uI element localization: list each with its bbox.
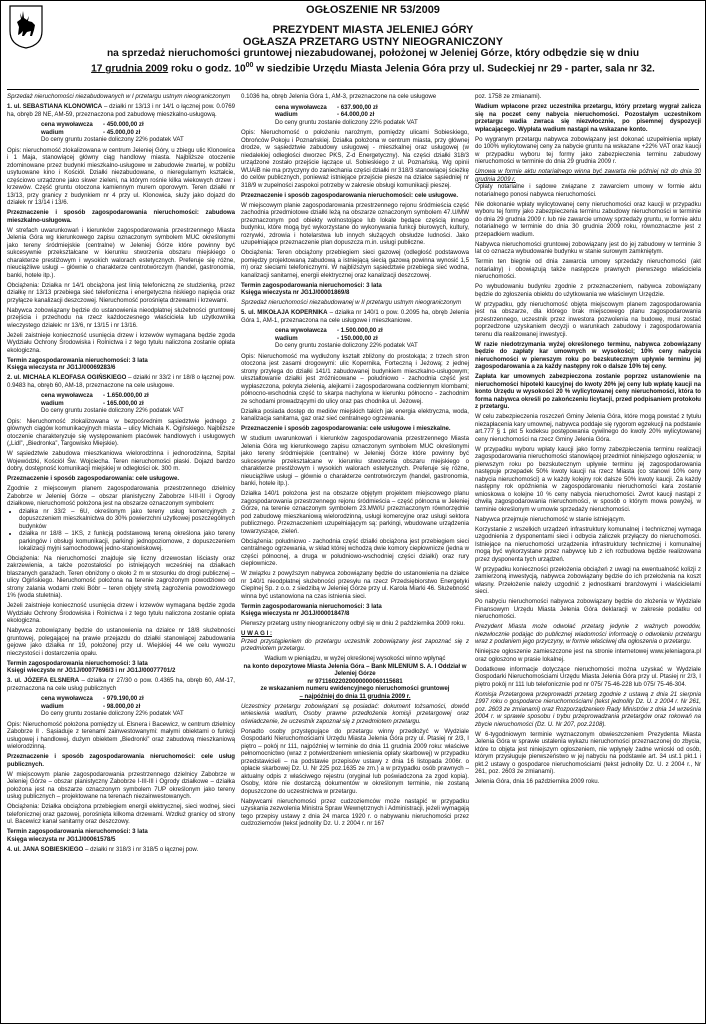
item-2-trees: Jeżeli zaistnieje konieczność usunięcia drzew i krzewów wymagana będzie zgoda Wydziału Ochrony Środowiska i Rolnictwa i z tego tytułu naliczona zostanie opłata ekologiczna. — [7, 602, 235, 624]
vat-note: Do ceny gruntu zostanie doliczony 22% podatek VAT — [275, 118, 418, 126]
foreigners-note-continued: poz. 1758 ze zmianami). — [475, 93, 542, 100]
item-2-land-register: Księgi wieczyste nr JG1J/00077696/3 i nr JG1J/00077701/2 — [7, 667, 176, 674]
item-2-title: 2. ul. MICHAŁA KLEOFASA OGIŃSKIEGO — [7, 374, 127, 381]
vat-note: Do ceny gruntu zostanie doliczony 22% podatek VAT — [41, 407, 184, 414]
item-4-term: Termin zagospodarowania nieruchomości: 3 lata — [241, 281, 382, 289]
first-tender-note: Pierwszy przetarg ustny nieograniczony odbył się w dniu 2 października 2009 roku. — [241, 620, 465, 627]
item-5-utilities: Działka posiada dostęp do mediów miejskich takich jak energia elektryczna, woda, kanalizacja sanitarna, gaz oraz sieć centralnego ogrzewania. — [241, 407, 469, 422]
item-2-description: Opis: Nieruchomość zlokalizowana w bezpośrednim sąsiedztwie jednego z głównych ciągów komunikacyjnych miasta – ulicy Michała K. Ogińskiego. Najbliższe otoczenie charakteryzuje się występowaniem placówek handlowych i usługowych („Lidl”, „Biedronka”, Targowisko Miejskie). — [7, 417, 235, 447]
price-value: - 979.190,00 zł — [103, 695, 144, 702]
deposit-reference: ze wskazaniem numeru ewidencyjnego nieruchomości gruntowej — [260, 685, 450, 692]
tender-date: 17 grudnia 2009 — [91, 63, 169, 75]
item-1-zoning: W strefach uwarunkowań i kierunków zagospodarowania przestrzennego Miasta Jelenia Góra wg kierunkowego zapisu oznaczonym symbolem MUC określonymi jako tereny śródmiejskie (centralne) w Jeleniej Górze które powinny być sukcesywnie przekształcane w kierunku stworzenia obszaru miejskiego o charakterze prestiżowym i wysokich walorach estetycznych. Preferuje się różne, nieuciążliwe usługi – głównie o charakterze centrotwórczym (handel, gastronomia, banki, hotele itp.). — [7, 226, 235, 279]
item-1-description: Opis: nieruchomość zlokalizowana w centrum Jeleniej Góry, u zbiegu ulic Klonowica i 1 Maja, stanowiącej główny ciąg handlowy miasta. Najbliższe otoczenie zdominowane przez budynki mieszkalno-usługowe w zabudowie zwartej, w pobliżu usytuowane kino i Kościół. Działki niezabudowane, o nieregularnym kształcie, częściowo urządzone jako skwer zieleni, na którym rośnie kilka wiekowych drzew i krzewów. Część gruntu otoczona kamiennym murem oporowym. Teren działki nr 13/13, przy granicy z budynkiem nr 4 przy ul. Klonowica, służy jako dojazd do działek nr 13/14 i 13/6. — [7, 146, 235, 206]
deposit-deadline: – najpóźniej do dnia 11 grudnia 2009 r. — [299, 692, 411, 700]
vat-note: Do ceny gruntu zostanie doliczony 22% podatek VAT — [275, 342, 418, 349]
price-label: cena wywoławcza — [275, 103, 327, 111]
tender-time: roku o godz. 10 — [170, 63, 246, 75]
item-1-prices — [41, 121, 235, 144]
item-3-title: 3. ul. JÓZEFA ELSNERA — [7, 677, 80, 684]
item-5-term: Termin zagospodarowania nieruchomości: 3 lata — [241, 602, 382, 610]
tender-venue: w siedzibie Urzędu Miasta Jelenia Góra przy ul. Sudeckiej nr 29 - parter, sala nr 32. — [256, 63, 655, 75]
remarks-intro: Przed przystąpieniem do przetargu uczestnik zobowiązany jest zapoznać się z przedmiotem przetargu. — [241, 637, 469, 652]
item-1-easement: Nabywca zobowiązany będzie do ustanowienia nieodpłatnej służebności gruntowej przejścia i przechodu na rzecz każdoczesnego właściciela lub użytkownika wieczystego działek: nr 13/6, nr 13/15 i nr 13/16. — [7, 306, 235, 329]
deposit-value: - 165.000,00 zł — [103, 399, 144, 407]
place-and-date: Jelenia Góra, dnia 16 października 2009 roku. — [475, 778, 600, 785]
list-item: • działka nr 18/8 – 1KS, z funkcją podstawową tereną określona jako tereny parkingów i obsługi komunikacji, parkingi jednopoziomowe, z dopuszczeniem lokalizacji myjni samochodowej jedno-stanowiskowej. — [19, 530, 235, 553]
item-5-purpose: Przeznaczenie i sposób zagospodarowania: cele usługowe i mieszkalne. — [241, 425, 451, 432]
tender-title: OGŁASZA PRZETARG USTNY NIEOGRANICZONY — [242, 36, 504, 48]
construction-obligation: Nabywca nieruchomości gruntowej zobowiązany jest do jej zabudowy w terminie 3 lat co oznacza wybudowanie budynku w stanie surowym zamkniętym. — [475, 240, 701, 255]
infrastructure-note: Korzystanie z wszelkich urządzeń infrastruktury komunalnej i technicznej wymaga uzgodnienia z dysponentami sieci i odbycia zaliczek przyłączy do nieruchomości. Istniejące na nieruchomości urządzenia infrastruktury technicznej i komunalnej mogą być wykorzystane przez nabywcę lub z ich rozbudowa będzie realizowana przez dysponenta tych urządzeń. — [475, 525, 701, 563]
participant-documents: Uczestnicy przetargu zobowiązani są posiadać: dokument tożsamości, dowód wniesienia wadium, Osoby prawne przedłożenia komisji przetargowej oraz oświadczenie, że uczestnik zapoznał się z przedmiotem przetargu. — [241, 702, 469, 725]
price-value: - 450.000,00 zł — [103, 121, 144, 128]
column-3 — [475, 93, 701, 1019]
item-5-easement: W związku z powyższym nabywca zobowiązany będzie do ustanowienia na działce nr 140/1 nieodpłatnej służebności przesyłu na rzecz Przedsiębiorstwo Energetyki Cieplnej Sp. z o.o. z siedzibą w Jeleniej Górze przy ul. Karola Miarki 46. Służebność winna być ustanowiona na czas istnienia sieci. — [241, 570, 469, 600]
deer-crest-icon — [9, 5, 43, 49]
price-label: cena wywoławcza — [41, 392, 93, 399]
price-value: - 1.650.000,00 zł — [103, 392, 149, 399]
item-5-prices — [275, 327, 469, 350]
deposit-account-number: nr 97116022020000000060115681 — [307, 677, 403, 685]
item-4-zoning: W miejscowym planie zagospodarowania przestrzennego rejonu śródmieścia część zachodnia przedmiotowe działki leżą na obszarze oznaczonym symbolem 47.U/MW przeznaczonym pod obiekty wolnostojące lub lokale będące częścią innego budynku, które mogą być wykorzystane do wykonywania funkcji biurowych, kultury, rozrywki, zdrowia i hotelarstwa lub innych służących obsłudze ludności. Jako uzupełniające przeznaczenie plan dopuszcza m.in. usługi publiczne. — [241, 201, 469, 246]
deposit-label: wadium — [41, 702, 64, 710]
item-2-prices — [41, 392, 235, 415]
deposit-value: - 98.000,00 zł — [103, 702, 141, 710]
item-4-land-register: Księga wieczysta nr JG1J/00001869/8 — [241, 289, 350, 296]
list-item: • działka nr 33/2 – 6U, określonym jako tereny usług komercyjnych z dopuszczeniem mieszkalnictwa do 30% powierzchni użytkowej poszczególnych budynków — [19, 508, 235, 531]
item-5-zoning: W studium uwarunkowań i kierunków zagospodarowania przestrzennego Miasta Jelenia Góra wg kierunkowego zapisu oznaczonym symbolem MUC określonymi jako tereny śródmiejskie (centralne) w Jeleniej Górze które powinny być sukcesywnie przekształcane w kierunku stworzenia obszaru miejskiego o charakterze prestiżowym i wysokich walorach estetycznych. Preferuje się różne, nieuciążliwe usługi – głównie o charakterze centrotwórczym (handel, gastronomia, banki, hotele itp.). — [241, 435, 469, 487]
item-5 — [241, 309, 469, 324]
item-1-title: 1. ul. SEBASTIANA KLONOWICA — [7, 103, 103, 110]
penalty-security: Zapłata kar umownych zabezpieczona zostanie poprzez ustanowienie na nieruchomości hipoteki kaucyjnej do kwoty 20% jej ceny lub wpłatę kaucji na konto Urzędu w wysokości 20 % wylicytowanej ceny nieruchomości, która to forma nabywca określi po zakończeniu licytacji, przed podpisaniem protokołu z przetargu. — [475, 373, 701, 410]
term-start: Termin ten biegnie od dnia zawarcia umowy sprzedaży nieruchomości (akt notarialny) i obowiązują także następcze prawnych pierwszego właściciela nieruchomości. — [475, 258, 701, 280]
item-4-description: Opis: Nieruchomość o położeniu narożnym, pomiędzy ulicami Sobieskiego, Obrońców Pokoju i Poznańskiej. Działka położona w centrum miasta, przy głównej drodze, w sąsiedztwie zabudowy usługowej - mieszkalnej oraz usługowej (w niedalekiej odległości dworzec PKS, Z-d Energetyczny). Na części działki 318/3 urządzone zostało przejście łączące ul. Sobieskiego z ul. Poznańską. Wg opinii WUAiB nie ma przyczyny do zaniechania części działki nr 318/3 stanowiącej ścieżkę do celów publicznych, ponieważ istniejące przejście piesze na działce sąsiedniej nr 318/9 w zupełności zaspokoi potrzeby w zakresie obsługi komunikacji pieszej. — [241, 129, 469, 189]
item-4-prices — [275, 104, 469, 127]
section-intro-second-tender: Sprzedaż nieruchomości niezabudowanej w II przetargu ustnym nieograniczonym — [241, 299, 462, 306]
item-2-purpose: Przeznaczenie i sposób zagospodarowania: cele usługowe. — [7, 475, 180, 482]
cancellation-note: Prezydent Miasta może odwołać przetarg jedynie z ważnych powodów, niezwłocznie podając do publicznej wiadomości informację o odwołaniu przetargu wraz z podaniem jego przyczyny, w formie właściwej dla ogłoszenia o przetargu. — [475, 623, 701, 645]
header-divider — [7, 89, 699, 90]
item-4-title: 4. ul. JANA SOBIESKIEGO — [7, 845, 84, 853]
item-2-summary: – działki nr 33/2 i nr 18/8 o łącznej pow. 0.9483 ha, obręb 60, AM-18, przeznaczone na cele usługowe. — [7, 374, 235, 389]
deposit-value: - 64.000,00 zł — [337, 111, 375, 118]
price-label: cena wywoławcza — [41, 121, 93, 128]
vat-note: Do ceny gruntu zostanie doliczony 22% podatek VAT — [41, 136, 184, 143]
item-3 — [7, 677, 235, 692]
notarial-deadline: Umowa w formie aktu notarialnego winna być zawarta nie później niż do dnia 30 grudnia 2009 r. — [475, 168, 701, 183]
item-4 — [7, 846, 235, 854]
item-1-term: Termin zagospodarowania nieruchomości: 3 lata — [7, 356, 148, 364]
tender-date-line — [45, 60, 701, 75]
document-submission: Ponadto osoby przystępujące do przetargu winny przedłożyć w Wydziale Gospodarki Nieruchomościami Urzędu Miasta Jelenia Góra przy ul. Ptasiej nr 2/3, I piętro – pokój nr 111, najpóźniej w terminie do dnia 11 grudnia 2009 roku: właściwe pełnomocnictwo (wraz z potwierdzeniem wniesienia opłaty skarbowej) w przypadku przedstawicieli – na podstawie przepisów ustawy z dnia 16 listopada 2006r. o opłacie skarbowej Dz. U. Nr 225 poz.1635 ze zm.) a w przypadku osób prawnych – aktualny odpis z właściwego rejestru (oryginał lub poświadczona za zgod kopia). Osoby, które nie dostarczą dokumentów w określonym terminie, nie zostaną dopuszczone do uczestnictwa w przetargu. — [241, 727, 469, 795]
enforcement-clause: W celu zabezpieczenia roszczeń Gminy Jelenia Góra, które mogą powstać z tytułu niezapłacenia kary umownej, nabywca poddaje się rygorom egzekucji na podstawie art.777 § 1 pkt 5 kodeksu postępowania cywilnego do kwoty 20% wylicytowanej ceny nieruchomości na rzecz Gminy Jelenia Góra. — [475, 413, 701, 443]
item-2-encumbrances: Obciążenia: Na nieruchomości znajduje się liczny drzewostan liściasty oraz zakrzewienia, a także pozostałości po istniejących wcześniej na działkach blaszanych garażach. Teren obniżony o około 2 m w stosunku do drogi publicznej – ulicy Ogińskiego. Nieruchomość położona na terenie zagrożonym powodziowo od strony zalania wodami rzeki Bóbr – teren objęty strefą zagrożenia powodziowego 1% (woda stuletnia). — [7, 554, 235, 599]
item-4-purpose: Przeznaczenie i sposób zagospodarowania nieruchomości: cele usługowe. — [241, 191, 459, 199]
deposit-forfeit: Nie dokonanie wpłaty wylicytowanej ceny nieruchomości oraz kaucji w przypadku wyboru tej formy jako zabezpieczenia terminu zabudowy nieruchomości w terminie do dnia 29 grudnia 2009 r. lub nie zawarcie umowy sprzedaży gruntu, w formie aktu notarialnego w terminie do dnia 30 grudnia 2009 roku, równoznaczne jest z przepadkiem wadium. — [475, 200, 701, 238]
item-2-zoning: Zgodnie z miejscowym planem zagospodarowania przestrzennego dzielnicy Zabobrze w Jeleniej Górze – obszar planistyczny Zabobrze I-III-III i Ogrody działkowe, nieruchomość położona jest na obszarze oznaczonym symbolem: — [7, 485, 235, 507]
occupancy-report: Po wybudowaniu budynku zgodnie z przeznaczeniem, nabywca zobowiązany będzie do zgłoszenia obiektu do użytkowania we właściwym Urzędzie. — [475, 283, 701, 298]
item-3-land-register: Księga wieczysta nr JG1J/00061578/5 — [7, 835, 116, 843]
item-5-encumbrances: Obciążenia: południowo - zachodnia część działki obciążona jest przebiegiem sieci centralnego ogrzewania, w skład której wchodzą dwie komory ciepłownicze (jedna w części północnej, a druga w południowo-wschodniej części działki) oraz rury ciepłownicze. — [241, 537, 469, 567]
deposit-value: - 45.000,00 zł — [103, 128, 141, 136]
tender-time-minutes: 00 — [245, 62, 254, 69]
item-4-summary-continued: 0.1036 ha, obręb Jelenia Góra 1, AM-3, przeznaczone na cele usługowe — [241, 93, 437, 100]
president-title: PREZYDENT MIASTA JELENIEJ GÓRY — [272, 24, 474, 36]
item-5-description: Opis: Nieruchomość ma wydłużony kształt zbliżony do prostokąta; z trzech stron otoczona jest zasami drogowymi: ulic Kopernika, Forteczną i Jeżową; z jednej strony przylega do działki 141/1 zabudowanej budynkiem mieszkalno-usługowym; ukształtowanie działki jest zróżnicowane – południowo - zachodnia część jest wypłaszczona, pokryta zielenią, alejkami i zagospodarowana codziennym klombami; północno-wschodnia część to skarpa nachylona w kierunku północno - zachodnim ze schodami prowadzącymi do ulicy oraz pas chodnika ul. Jeżowej. — [241, 352, 469, 405]
item-5-land-register: Księga wieczysta nr JG1J/00001847/8 — [241, 610, 350, 617]
deposit-instruction: Wadium w pieniądzu, w wyżej określonej wysokości winno wpłynąć — [264, 655, 446, 662]
price-label: cena wywoławcza — [275, 327, 327, 334]
deposit-security-rules: W przypadku wyboru wpłaty kaucji jako formy zabezpieczenia terminu realizacji zagospodarowania nieruchomości stanowiącej przedmiot niniejszego ogłoszenia; w pierwszym roku po bezskutecznym upływie terminu jej zagospodarowania następuje przepadek 50% kwoty kaucji na rzecz Miasta (co stanowi 10% ceny nabycia nieruchomości) a w każdy kolejny rok dalsze 50% kwoty kaucji. Za każdy następny rok opóźnienia w zagospodarowaniu nieruchomości kara zostanie wnioskowa o kolejne 10 % ceny nabycia nieruchomości. Zwrot kaucji nastąpi z chwilą zagospodarowania nieruchomości, w sposób o którym mowa powyżej, w terminie określonym w umowie sprzedaży nieruchomości. — [475, 445, 701, 513]
item-3-description: Opis: Nieruchomość położona pomiędzy ul. Elsnera i Bacewicz, w centrum dzielnicy Zabobrze II . Sąsiaduje z terenami zainwestowanymi: małymi obiektami o funkcji usługowej i handlowej, dużym obiektem „Biedronki” oraz zabudową mieszkaniową wielorodzinną. — [7, 720, 235, 750]
item-5-summary: – działka nr 140/1 o pow. 0.2095 ha, obręb Jelenia Góra 1, AM-1, przeznaczona na cele usługowe i mieszkaniowe. — [241, 309, 469, 324]
deposit-label: wadium — [275, 334, 298, 342]
deposit-label: wadium — [41, 399, 64, 407]
contract-penalties: W razie niedotrzymania wyżej określonego terminu, nabywca zobowiązany będzie do zapłaty kar umownych w wysokości; 10% ceny nabycia nieruchomości w pierwszym roku po bezskutecznym upływie terminu jej zagospodarowania a za każdy następny rok o dalsze 10% tej ceny. — [475, 340, 701, 370]
deposit-settlement: Wadium wpłacone przez uczestnika przetargu, który przetarg wygrał zalicza się na poczet ceny nabycia nieruchomości. Pozostałym uczestnikom przetargu wadia zwraca się niezwłocznie, po pisemnej dyspozycji wpłacającego. Wypłata wadium nastąpi na wskazane konto. — [475, 103, 701, 133]
tender-subject: na sprzedaż nieruchomości gruntowej niezabudowanej, położonej w Jeleniej Górze, który odbędzie się w dniu — [106, 48, 640, 59]
item-3-summary: – działka nr 27/30 o pow. 0.4365 ha, obręb 60, AM-17, przeznaczona na cele usług publicznych — [7, 677, 235, 692]
relocation-note: W przypadku konieczności przełożenia obciążeń z uwagi na ewentualność kolizji z zamierzoną inwestycją, nabywca zobowiązany będzie do ich przełożenia na koszt własny. Przełożenie należy uzgodnić z jednostkami branżowymi i właścicielami sieci. — [475, 565, 701, 595]
column-2 — [241, 93, 469, 1019]
item-1-land-register: Księga wieczysta nr JG1J/00069283/6 — [7, 364, 116, 371]
item-1-encumbrances: Obciążenia: Działka nr 14/1 obciążona jest linią telefoniczną ze studzienką, przez działkę nr 13/13 przebiega sieć telefoniczna i energetyczna niskiego napięcia oraz przyłącze kanalizacji deszczowej. Nieruchomość porośnięta drzewami i krzewami. — [7, 281, 235, 304]
item-1-purpose: Przeznaczenie i sposób zagospodarowania nieruchomości: zabudowa mieszkalno-usługowa. — [7, 209, 235, 224]
item-3-prices — [41, 695, 235, 718]
item-1 — [7, 103, 235, 118]
deposit-bank: na konto depozytowe Miasta Jelenia Góra – Bank MILENIUM S. A. I Oddział w Jeleniej Górze — [243, 662, 467, 677]
item-5-plan: Działka 140/1 położona jest na obszarze objętym projektem miejscowego planu zagospodarowania przestrzennego rejonu śródmieścia – część północna w Jeleniej Górze, na terenie oznaczonym symbolem 23.MW/U przeznaczonym równorzędnie pod zabudowę mieszkaniową wielorodzinną, usługi komercyjne oraz usługi sektora publicznego. Przeznaczeniem uzupełniającym są: parkingi, wbudowane urządzenia towarzyszące, zieleń. — [241, 490, 469, 535]
item-3-encumbrances: Obciążenia: Działka obciążona przebiegiem energii elektrycznej, sieci wodnej, sieci telefonicznej oraz gazowej, porośnięta kilkoma drzewami. Wzdłuż granicy od strony ul. Bacewicz kanał sanitarny oraz deszczowy. — [7, 803, 235, 825]
tax-declaration: Po nabyciu nieruchomości nabywca zobowiązany będzie do złożenia w Wydziale Finansowym Urzędu Miasta Jelenia Góra deklaracji w zakresie podatku od nieruchomości. — [475, 598, 701, 620]
priority-rights-note: W 6-tygodniowym terminie wyznaczonym obwieszczeniem Prezydenta Miasta Jelenia Góra w sprawie ustalenia wykazu nieruchomości przeznaczonej do zbycia, które to objęta jest niniejszym ogłoszeniem, nie wpłynęły żadne wnioski od osób, którym przysługuje pierwszeństwo w jej nabyciu na podstawie art. 34 ust.1 pkt.1 i pkt.2 ustawy o gospodarce nieruchomościami (tekst jednolity Dz. U. z 2004 r., Nr 261, poz. 2603 ze zmianami). — [475, 730, 701, 775]
payment-obligation: Po wygranym przetargu nabywca zobowiązany jest dokonać uzupełnienia wpłaty do 100% wylicytowanej ceny za nabycie gruntu na wskazane +22% VAT oraz kaucji w przypadku wyboru tej formy jako zabezpieczenia terminu zabudowy nieruchomości w terminie do dnia 29 grudnia 2009 r. — [475, 135, 701, 165]
item-1-summary: – działki nr 13/13 i nr 14/1 o łącznej pow. 0.0769 ha, obręb 28 NE, AM-59, przeznaczona pod zabudowę mieszkalno-usługową. — [7, 103, 235, 118]
item-2-zoning-list — [7, 508, 235, 553]
deposit-value: - 150.000,00 zł — [337, 334, 378, 342]
announcement-header — [45, 4, 701, 75]
item-3-term: Termin zagospodarowania nieruchomości: 3 lata — [7, 828, 148, 835]
section-intro: Sprzedaż nieruchomości niezabudowanych w I przetargu ustnym nieograniczonym — [7, 93, 231, 100]
legal-basis: Komisja Przetargowa przeprowadzi przetarg zgodnie z ustawą z dnia 21 sierpnia 1997 roku o gospodarce nieruchomościami (tekst jednolity Dz. U. z 2004 r. Nr 261, poz. 2603 ze zmianami) oraz Rozporządzeniem Rady Ministrów z dnia 14 września 2004 r. w sprawie sposobu i trybu przeprowadzania przetargów oraz rokowań na zbycie nieruchomości (Dz. U. Nr 207, poz.2108). — [475, 690, 701, 728]
announcement-number: OGŁOSZENIE NR 53/2009 — [306, 4, 440, 16]
item-4-encumbrances: Obciążenia: Teren obciążony przebiegiem sieci gazowej (odległość podstawowa pomiędzy projektowaną zabudową a istniejącą siecią gazową powinna wynosić 1,5 m) oraz sieciami telefonicznymi. W najbliższym sąsiedztwie przebiega sieć wodna, kanalizacji sanitarnej, energii elektrycznej oraz kanalizacji deszczowej. — [241, 249, 469, 279]
price-label: cena wywoławcza — [41, 695, 93, 702]
item-3-purpose: Przeznaczenie i sposób zagospodarowania nieruchomości: cele usług publicznych. — [7, 753, 235, 768]
item-2 — [7, 374, 235, 389]
deposit-label: wadium — [275, 111, 298, 118]
zoning-decision: W przypadku, gdy nieruchomość objęta miejscowym planem zagospodarowania jest na obszarze, dla którego brak miejscowego planu zagospodarowania przestrzennego, uczestnik przez inwestora pozwolenia na budowę, musi zostać poprzedzone uzyskaniem decyzji o warunkach zabudowy i zagospodarowania terenu dla realizowanej inwestycji. — [475, 300, 701, 338]
item-5-title: 5. ul. MIKOŁAJA KOPERNIKA — [241, 309, 328, 316]
notarial-fees: Opłaty notarialne i sądowe związane z zawarciem umowy w formie aktu notarialnego ponosi nabywca nieruchomości. — [475, 183, 701, 198]
publication-note: Niniejsze ogłoszenie zamieszczone jest na stronie internetowej www.jeleniagora.pl oraz ogłoszono w prasie lokalnej. — [475, 648, 701, 663]
foreigners-note: Nabywcami nieruchomości przez cudzoziemców może nastąpić w przypadku uzyskania zezwolenia Ministra Spraw Wewnętrznych i Administracji, jeżeli wymagają tego przepisy ustawy z dnia 24 marca 1920 r. o nabywaniu nieruchomości przez cudzoziemców (tekst jednolity Dz. U. z 2004 r. nr 167 — [241, 797, 469, 827]
item-2-surroundings: W sąsiedztwie zabudowa mieszkaniowa wielorodzinna i jednorodzinna, Szpital Wojewódzki, Kościół Św. Wojciecha. Teren nieruchomości płaski. Dojazd bardzo dobry, dostępność komunikacji miejskiej w odległości ok. 300 m. — [7, 450, 235, 472]
item-2-easement: Nabywca zobowiązany będzie do ustanowienia na działce nr 18/8 służebności gruntowej, polegającej na prawie przejazdu do działki stanowiącej zabudowania gejowe jako działka nr 19, położonej przy ul. Wiejskiej 44 we celu wywozu nieczystości i dostarczenia opału. — [7, 627, 235, 657]
vat-note: Do ceny gruntu zostanie doliczony 22% podatek VAT — [41, 710, 184, 717]
item-1-trees: Jeżeli zaistnieje konieczność usunięcia drzew i krzewów wymagana będzie zgoda Wydziału Ochrony Środowiska i Rolnictwa i z tego tytułu naliczona zostanie opłata ekologiczna. — [7, 331, 235, 354]
deposit-label: wadium — [41, 128, 64, 136]
item-4-summary: – działki nr 318/3 i nr 318/5 o łącznej pow. — [83, 845, 199, 853]
price-value: - 1.500.000,00 zł — [337, 327, 383, 334]
item-2-term: Termin zagospodarowania nieruchomości: 3 lata — [7, 659, 148, 667]
price-value: - 637.900,00 zł — [337, 103, 378, 111]
column-1 — [7, 93, 235, 1019]
as-is-condition: Nabywca przejmuje nieruchomość w stanie istniejącym. — [475, 515, 626, 523]
remarks-heading: U W A G I : — [241, 630, 273, 637]
contact-info: Dodatkowe informacje dotyczące nieruchomości można uzyskać w Wydziale Gospodarki Nieruchomościami Urzędu Miasta Jelenia Góra przy ul. Ptasiej nr 2/3, I piętro pokój nr 111 lub telefonicznie pod nr 075/ 75-46-228 lub 075/ 75-46-304. — [475, 665, 701, 688]
item-3-zoning: W miejscowym planie zagospodarowania przestrzennego dzielnicy Zabobrze w Jeleniej Górze – obszar planistyczny Zabobrze I-III-III i Ogrody działkowe – działka położona jest na obszarze oznaczonym symbolem 7UP określonym jako tereny usług publicznych – projektowane na terenach niezainwestowanych. — [7, 770, 235, 800]
